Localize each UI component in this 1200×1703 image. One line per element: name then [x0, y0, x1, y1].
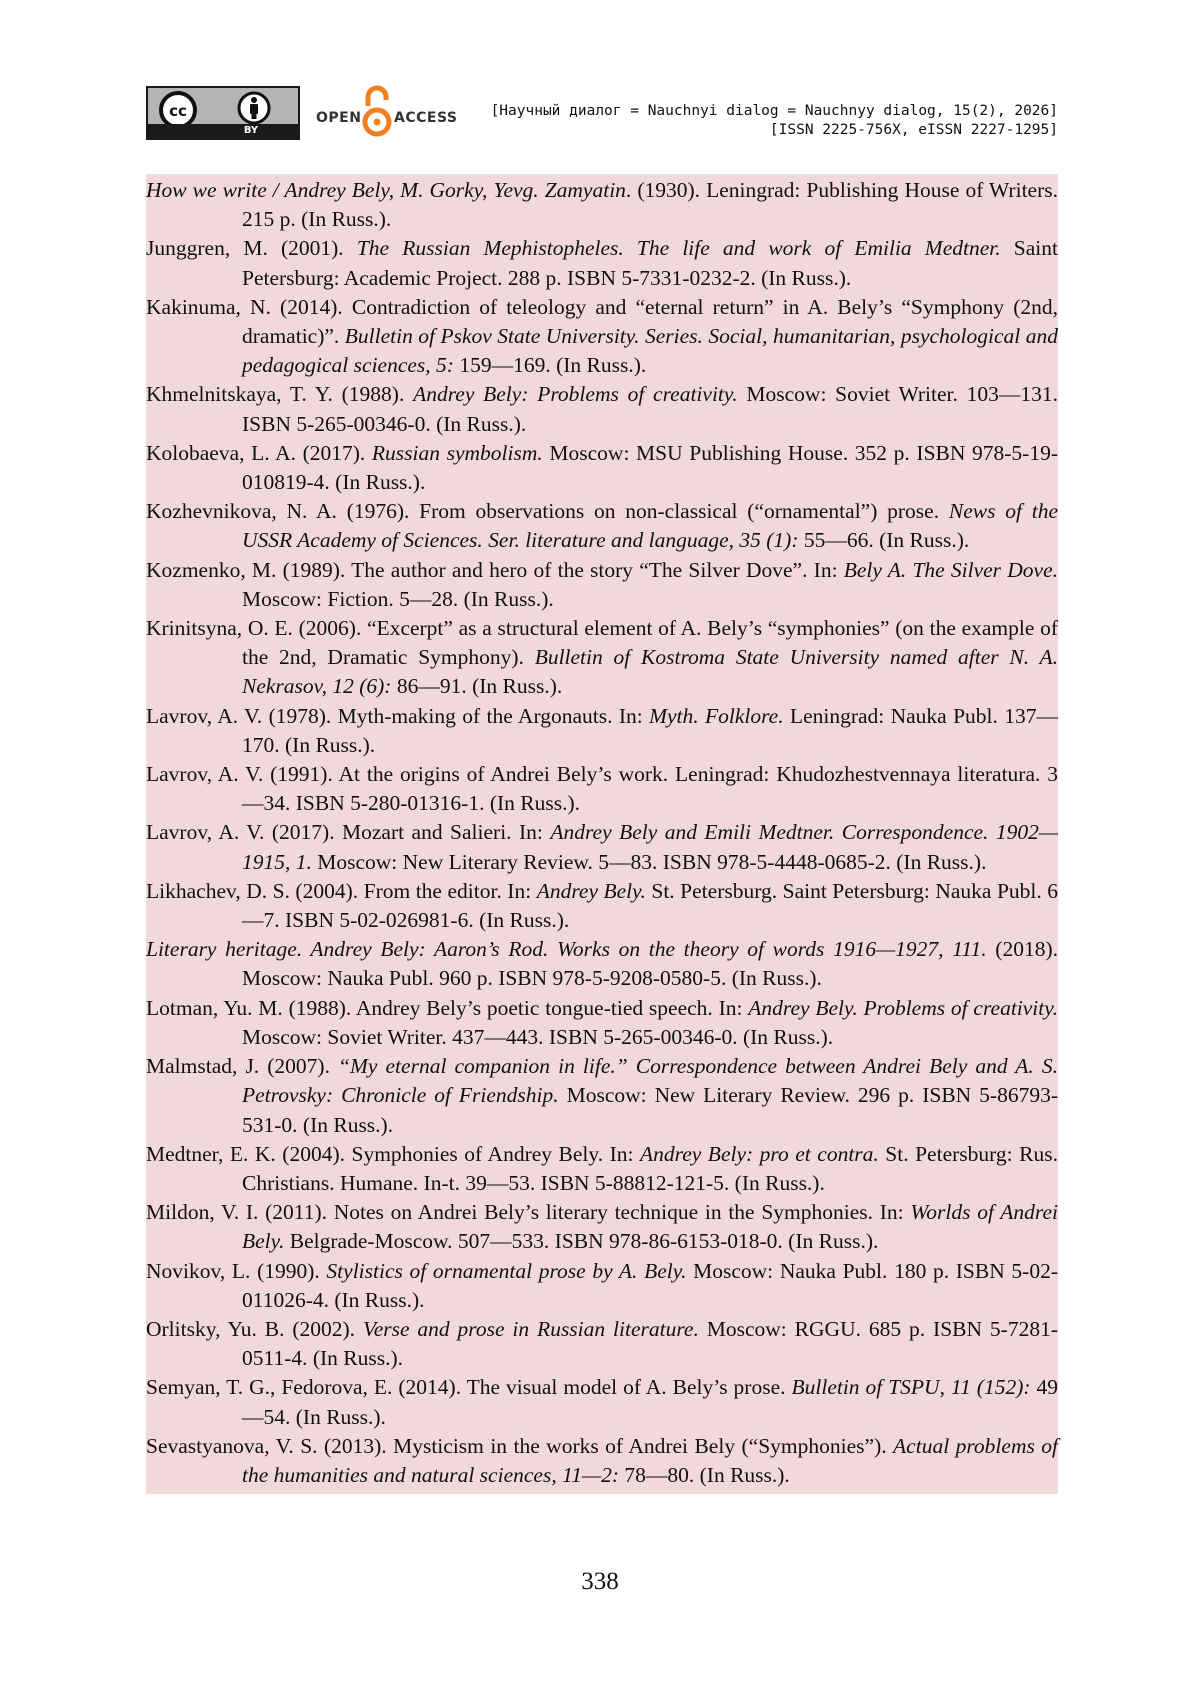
reference-title-italic: How we write / Andrey Bely, M. Gorky, Yevg. Zamyatin [146, 178, 626, 202]
reference-text: Likhachev, D. S. (2004). From the editor. In: [146, 878, 537, 903]
reference-entry [146, 614, 1058, 702]
reference-title-italic: Myth. Folklore. [649, 703, 784, 728]
svg-text:cc: cc [169, 102, 187, 120]
page-header [146, 84, 1058, 144]
reference-text: . (1930). Leningrad: Publishing House of Writers. 215 p. (In Russ.). [242, 178, 1058, 232]
reference-entry [146, 1432, 1058, 1490]
reference-text: Moscow: RGGU. 685 p. ISBN 5-7281-0511-4. (In Russ.). [242, 1316, 1058, 1371]
reference-text: Moscow: New Literary Review. 296 p. ISBN 5-86793-531-0. (In Russ.). [242, 1083, 1058, 1137]
reference-text: Lavrov, A. V. (2017). Mozart and Salieri. In: [146, 820, 551, 845]
reference-entry [146, 1373, 1058, 1431]
reference-entry [146, 1315, 1058, 1373]
reference-text: Moscow: MSU Publishing House. 352 p. ISBN 978-5-19-010819-4. (In Russ.). [242, 440, 1059, 495]
reference-text: Junggren, M. (2001). [146, 236, 357, 261]
reference-text: 86—91. (In Russ.). [391, 674, 563, 699]
reference-text: Orlitsky, Yu. B. (2002). [146, 1316, 363, 1341]
reference-title-italic: Stylistics of ornamental prose by A. Bely. [326, 1258, 687, 1283]
reference-title-italic: The Russian Mephistopheles. The life and work of Emilia Medtner. [356, 236, 1001, 261]
reference-title-italic: Andrey Bely: Problems of creativity. [413, 382, 738, 407]
reference-text: St. Petersburg. Saint Petersburg: Nauka Publ. 6—7. ISBN 5-02-026981-6. (In Russ.). [242, 878, 1058, 933]
journal-info [491, 102, 1058, 140]
reference-title-italic: News of the USSR Academy of Sciences. Ser. literature and language, 35 (1): [242, 499, 1058, 553]
reference-entry [146, 994, 1058, 1052]
reference-title-italic: Bulletin of TSPU, 11 (152): [791, 1375, 1031, 1400]
reference-title-italic: Verse and prose in Russian literature. [362, 1316, 699, 1341]
reference-text: 55—66. (In Russ.). [798, 528, 970, 553]
reference-title-italic: Actual problems of the humanities and natural sciences, 11—2: [242, 1433, 1058, 1487]
reference-title-italic: Andrey Bely. [536, 878, 646, 903]
reference-text: Lotman, Yu. M. (1988). Andrey Bely’s poetic tongue-tied speech. In: [146, 995, 749, 1020]
reference-text: Moscow: New Literary Review. 5—83. ISBN 978-5-4448-0685-2. (In Russ.). [311, 849, 987, 874]
reference-text: Mildon, V. I. (2011). Notes on Andrei Bely’s literary technique in the Symphonies. In: [146, 1200, 911, 1225]
open-lock-icon [362, 84, 392, 142]
reference-entry [146, 877, 1058, 935]
reference-text: Moscow: Nauka Publ. 180 p. ISBN 5-02-011026-4. (In Russ.). [242, 1258, 1058, 1312]
reference-entry [146, 935, 1058, 993]
reference-title-italic: Bulletin of Pskov State University. Series. Social, humanitarian, psychological and pedagogical sciences, 5: [242, 324, 1058, 378]
reference-text: Saint Petersburg: Academic Project. 288 p. ISBN 5-7331-0232-2. (In Russ.). [242, 236, 1058, 290]
access-label: ACCESS [394, 110, 458, 126]
reference-text: Moscow: Fiction. 5—28. (In Russ.). [242, 586, 554, 611]
reference-title-italic: Andrey Bely. Problems of creativity. [748, 995, 1058, 1020]
reference-entry [146, 1140, 1058, 1198]
reference-text: 49—54. (In Russ.). [242, 1375, 1059, 1429]
reference-entry [146, 293, 1058, 381]
reference-entry [146, 818, 1058, 876]
open-label: OPEN [316, 110, 362, 126]
reference-text: (2018). Moscow: Nauka Publ. 960 p. ISBN 978-5-9208-0580-5. (In Russ.). [242, 937, 1059, 991]
reference-title-italic: “My eternal companion in life.” Correspondence between Andrei Bely and A. S. Petrovsky: Chronicle of Friendship. [242, 1054, 1058, 1108]
reference-entry [146, 556, 1058, 614]
reference-entry [146, 760, 1058, 818]
reference-entry [146, 234, 1058, 292]
reference-text: Lavrov, A. V. (1991). At the origins of Andrei Bely’s work. Leningrad: Khudozhestvennaya literatura. 3—34. ISBN 5-280-01316-1. (In Russ.). [146, 762, 1058, 816]
reference-text: Belgrade-Moscow. 507—533. ISBN 978-86-6153-018-0. (In Russ.). [284, 1229, 879, 1254]
journal-citation: [Научный диалог = Nauchnyi dialog = Nauchnyy dialog, 15(2), 2026] [490, 103, 1058, 119]
reference-text: Medtner, E. K. (2004). Symphonies of Andrey Bely. In: [146, 1141, 641, 1166]
reference-title-italic: Russian symbolism. [371, 440, 543, 465]
reference-text: Krinitsyna, O. E. (2006). “Excerpt” as a structural element of A. Bely’s “symphonies” (on the example of the 2nd, Dramatic Symphony). [146, 616, 1058, 670]
reference-text: Moscow: Soviet Writer. 103—131. ISBN 5-265-00346-0. (In Russ.). [242, 382, 1059, 436]
reference-entry [146, 380, 1058, 438]
reference-title-italic: Literary heritage. Andrey Bely: Aaron’s Rod. Works on the theory of words 1916—1927, 111. [146, 937, 987, 962]
by-label: BY [243, 125, 259, 136]
reference-text: Kozmenko, M. (1989). The author and hero of the story “The Silver Dove”. In: [146, 557, 844, 582]
page-number: 338 [581, 1568, 619, 1595]
reference-entry [146, 176, 1058, 234]
reference-entry [146, 1198, 1058, 1256]
reference-entry [146, 1257, 1058, 1315]
reference-text: Moscow: Soviet Writer. 437—443. ISBN 5-265-00346-0. (In Russ.). [242, 1024, 834, 1049]
reference-entry [146, 702, 1058, 760]
reference-text: Leningrad: Nauka Publ. 137—170. (In Russ.). [242, 703, 1058, 757]
reference-title-italic: Bulletin of Kostroma State University named after N. A. Nekrasov, 12 (6): [242, 645, 1058, 699]
reference-text: Semyan, T. G., Fedorova, E. (2014). The visual model of A. Bely’s prose. [146, 1375, 792, 1400]
reference-title-italic: Andrey Bely: pro et contra. [640, 1141, 879, 1166]
reference-text: Kolobaeva, L. A. (2017). [146, 440, 372, 465]
reference-text: 159—169. (In Russ.). [453, 353, 647, 378]
references-list [146, 174, 1058, 1494]
reference-entry [146, 439, 1058, 497]
reference-entry [146, 497, 1058, 555]
reference-text: 78—80. (In Russ.). [619, 1462, 790, 1487]
journal-issn: [ISSN 2225-756X, eISSN 2227-1295] [769, 122, 1058, 138]
reference-title-italic: Andrey Bely and Emili Medtner. Correspondence. 1902—1915, 1. [242, 820, 1058, 874]
open-access-logo [316, 84, 466, 144]
reference-entry [146, 1052, 1058, 1140]
reference-text: Novikov, L. (1990). [146, 1258, 327, 1283]
reference-text: Kozhevnikova, N. A. (1976). From observations on non-classical (“ornamental”) prose. [146, 499, 949, 524]
reference-text: St. Petersburg: Rus. Christians. Humane. In-t. 39—53. ISBN 5-88812-121-5. (In Russ.). [242, 1141, 1058, 1195]
reference-text: Khmelnitskaya, T. Y. (1988). [146, 382, 414, 407]
reference-text: Sevastyanova, V. S. (2013). Mysticism in the works of Andrei Bely (“Symphonies”). [146, 1433, 894, 1458]
reference-title-italic: Bely A. The Silver Dove. [843, 557, 1058, 582]
reference-text: Malmstad, J. (2007). [146, 1054, 339, 1079]
reference-text: Lavrov, A. V. (1978). Myth-making of the Argonauts. In: [146, 703, 650, 728]
reference-title-italic: Worlds of Andrei Bely. [242, 1200, 1058, 1254]
reference-text: Kakinuma, N. (2014). Contradiction of teleology and “eternal return” in A. Bely’s “Symphony (2nd, dramatic)”. [146, 294, 1058, 349]
cc-by-license-badge[interactable] [146, 86, 300, 140]
